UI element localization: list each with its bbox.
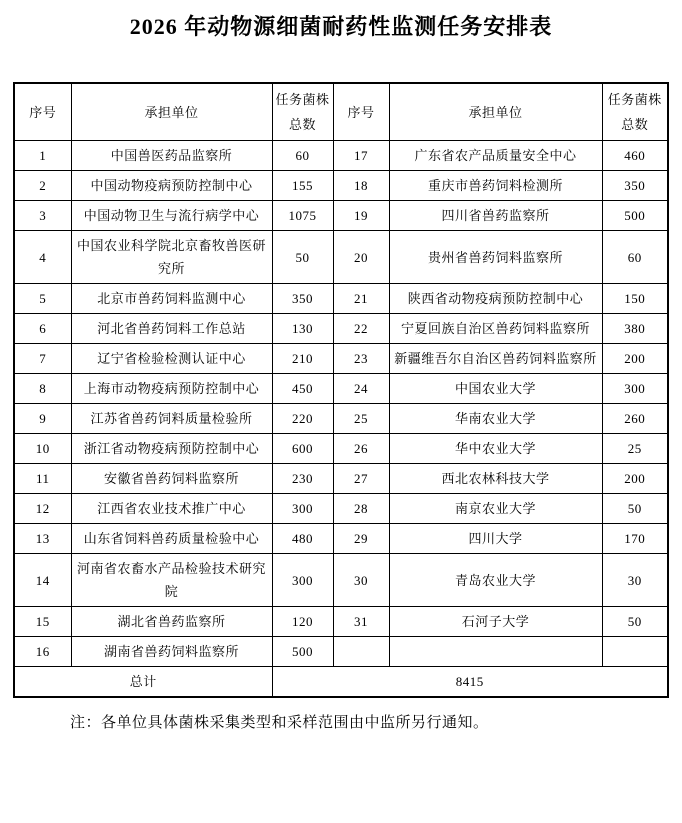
table-row bbox=[14, 314, 668, 344]
unit-cell-left: 辽宁省检验检测认证中心 bbox=[71, 344, 272, 374]
count-cell-left: 220 bbox=[272, 404, 333, 434]
serial-cell-right: 28 bbox=[333, 494, 389, 524]
count-cell-right: 150 bbox=[602, 284, 668, 314]
unit-cell-left: 河南省农畜水产品检验技术研究院 bbox=[71, 554, 272, 607]
serial-cell-right bbox=[333, 637, 389, 667]
count-cell-left: 130 bbox=[272, 314, 333, 344]
count-cell-right bbox=[602, 637, 668, 667]
serial-cell-right: 31 bbox=[333, 607, 389, 637]
serial-cell-left: 9 bbox=[14, 404, 71, 434]
unit-cell-left: 上海市动物疫病预防控制中心 bbox=[71, 374, 272, 404]
unit-cell-right: 四川大学 bbox=[389, 524, 602, 554]
count-cell-right: 380 bbox=[602, 314, 668, 344]
table-row bbox=[14, 554, 668, 607]
page-title: 2026 年动物源细菌耐药性监测任务安排表 bbox=[129, 14, 553, 39]
header-count-left: 任务菌株总数 bbox=[272, 83, 333, 141]
serial-cell-right: 22 bbox=[333, 314, 389, 344]
table-header bbox=[14, 83, 668, 141]
header-unit-right: 承担单位 bbox=[389, 83, 602, 141]
count-cell-right: 300 bbox=[602, 374, 668, 404]
header-count-right: 任务菌株总数 bbox=[602, 83, 668, 141]
unit-cell-left: 江西省农业技术推广中心 bbox=[71, 494, 272, 524]
serial-cell-left: 12 bbox=[14, 494, 71, 524]
count-cell-left: 1075 bbox=[272, 201, 333, 231]
count-cell-right: 170 bbox=[602, 524, 668, 554]
serial-cell-left: 1 bbox=[14, 141, 71, 171]
unit-cell-right: 石河子大学 bbox=[389, 607, 602, 637]
serial-cell-left: 11 bbox=[14, 464, 71, 494]
table-row bbox=[14, 171, 668, 201]
table-row bbox=[14, 141, 668, 171]
count-cell-right: 50 bbox=[602, 607, 668, 637]
serial-cell-right: 25 bbox=[333, 404, 389, 434]
table-row bbox=[14, 404, 668, 434]
count-cell-right: 260 bbox=[602, 404, 668, 434]
unit-cell-right: 南京农业大学 bbox=[389, 494, 602, 524]
total-row bbox=[14, 667, 668, 698]
unit-cell-left: 山东省饲料兽药质量检验中心 bbox=[71, 524, 272, 554]
unit-cell-left: 浙江省动物疫病预防控制中心 bbox=[71, 434, 272, 464]
count-cell-left: 450 bbox=[272, 374, 333, 404]
serial-cell-left: 3 bbox=[14, 201, 71, 231]
serial-cell-left: 13 bbox=[14, 524, 71, 554]
serial-cell-right: 23 bbox=[333, 344, 389, 374]
unit-cell-left: 中国动物卫生与流行病学中心 bbox=[71, 201, 272, 231]
table-row bbox=[14, 374, 668, 404]
serial-cell-left: 14 bbox=[14, 554, 71, 607]
serial-cell-right: 24 bbox=[333, 374, 389, 404]
serial-cell-right: 21 bbox=[333, 284, 389, 314]
serial-cell-left: 10 bbox=[14, 434, 71, 464]
serial-cell-left: 2 bbox=[14, 171, 71, 201]
count-cell-left: 350 bbox=[272, 284, 333, 314]
serial-cell-left: 4 bbox=[14, 231, 71, 284]
unit-cell-right: 华中农业大学 bbox=[389, 434, 602, 464]
count-cell-left: 210 bbox=[272, 344, 333, 374]
header-serial-left: 序号 bbox=[14, 83, 71, 141]
table-row bbox=[14, 524, 668, 554]
count-cell-left: 300 bbox=[272, 494, 333, 524]
table-footer bbox=[14, 667, 668, 698]
table-row bbox=[14, 284, 668, 314]
unit-cell-right bbox=[389, 637, 602, 667]
count-cell-right: 200 bbox=[602, 344, 668, 374]
table-row bbox=[14, 231, 668, 284]
serial-cell-right: 27 bbox=[333, 464, 389, 494]
unit-cell-right: 宁夏回族自治区兽药饲料监察所 bbox=[389, 314, 602, 344]
header-serial-right: 序号 bbox=[333, 83, 389, 141]
unit-cell-left: 湖南省兽药饲料监察所 bbox=[71, 637, 272, 667]
table-row bbox=[14, 464, 668, 494]
unit-cell-right: 华南农业大学 bbox=[389, 404, 602, 434]
unit-cell-right: 西北农林科技大学 bbox=[389, 464, 602, 494]
unit-cell-left: 安徽省兽药饲料监察所 bbox=[71, 464, 272, 494]
count-cell-left: 500 bbox=[272, 637, 333, 667]
count-cell-right: 200 bbox=[602, 464, 668, 494]
serial-cell-right: 18 bbox=[333, 171, 389, 201]
table-row bbox=[14, 434, 668, 464]
serial-cell-right: 17 bbox=[333, 141, 389, 171]
unit-cell-right: 青岛农业大学 bbox=[389, 554, 602, 607]
unit-cell-right: 中国农业大学 bbox=[389, 374, 602, 404]
header-row bbox=[14, 83, 668, 141]
serial-cell-right: 20 bbox=[333, 231, 389, 284]
serial-cell-left: 8 bbox=[14, 374, 71, 404]
count-cell-left: 120 bbox=[272, 607, 333, 637]
unit-cell-left: 中国兽医药品监察所 bbox=[71, 141, 272, 171]
table-row bbox=[14, 201, 668, 231]
footnote-text: 注：各单位具体菌株采集类型和采样范围由中监所另行通知。 bbox=[70, 715, 489, 731]
unit-cell-right: 重庆市兽药饲料检测所 bbox=[389, 171, 602, 201]
serial-cell-left: 15 bbox=[14, 607, 71, 637]
count-cell-left: 300 bbox=[272, 554, 333, 607]
unit-cell-left: 北京市兽药饲料监测中心 bbox=[71, 284, 272, 314]
serial-cell-right: 26 bbox=[333, 434, 389, 464]
serial-cell-left: 16 bbox=[14, 637, 71, 667]
count-cell-right: 25 bbox=[602, 434, 668, 464]
unit-cell-right: 贵州省兽药饲料监察所 bbox=[389, 231, 602, 284]
serial-cell-left: 5 bbox=[14, 284, 71, 314]
header-unit-left: 承担单位 bbox=[71, 83, 272, 141]
count-cell-right: 460 bbox=[602, 141, 668, 171]
unit-cell-left: 江苏省兽药饲料质量检验所 bbox=[71, 404, 272, 434]
table-row bbox=[14, 494, 668, 524]
count-cell-left: 50 bbox=[272, 231, 333, 284]
table-row bbox=[14, 344, 668, 374]
table-row bbox=[14, 637, 668, 667]
table-row bbox=[14, 607, 668, 637]
unit-cell-left: 中国动物疫病预防控制中心 bbox=[71, 171, 272, 201]
serial-cell-left: 7 bbox=[14, 344, 71, 374]
count-cell-left: 480 bbox=[272, 524, 333, 554]
count-cell-left: 60 bbox=[272, 141, 333, 171]
unit-cell-left: 中国农业科学院北京畜牧兽医研究所 bbox=[71, 231, 272, 284]
count-cell-right: 60 bbox=[602, 231, 668, 284]
total-label-cell: 总计 bbox=[14, 667, 272, 698]
count-cell-left: 600 bbox=[272, 434, 333, 464]
unit-cell-right: 新疆维吾尔自治区兽药饲料监察所 bbox=[389, 344, 602, 374]
count-cell-left: 155 bbox=[272, 171, 333, 201]
unit-cell-right: 四川省兽药监察所 bbox=[389, 201, 602, 231]
unit-cell-left: 湖北省兽药监察所 bbox=[71, 607, 272, 637]
count-cell-right: 30 bbox=[602, 554, 668, 607]
serial-cell-right: 29 bbox=[333, 524, 389, 554]
count-cell-right: 350 bbox=[602, 171, 668, 201]
serial-cell-right: 19 bbox=[333, 201, 389, 231]
total-value-cell: 8415 bbox=[272, 667, 668, 698]
count-cell-right: 500 bbox=[602, 201, 668, 231]
unit-cell-right: 陕西省动物疫病预防控制中心 bbox=[389, 284, 602, 314]
unit-cell-left: 河北省兽药饲料工作总站 bbox=[71, 314, 272, 344]
table-body bbox=[14, 141, 668, 667]
serial-cell-left: 6 bbox=[14, 314, 71, 344]
monitoring-task-table bbox=[13, 82, 669, 698]
count-cell-left: 230 bbox=[272, 464, 333, 494]
serial-cell-right: 30 bbox=[333, 554, 389, 607]
unit-cell-right: 广东省农产品质量安全中心 bbox=[389, 141, 602, 171]
count-cell-right: 50 bbox=[602, 494, 668, 524]
